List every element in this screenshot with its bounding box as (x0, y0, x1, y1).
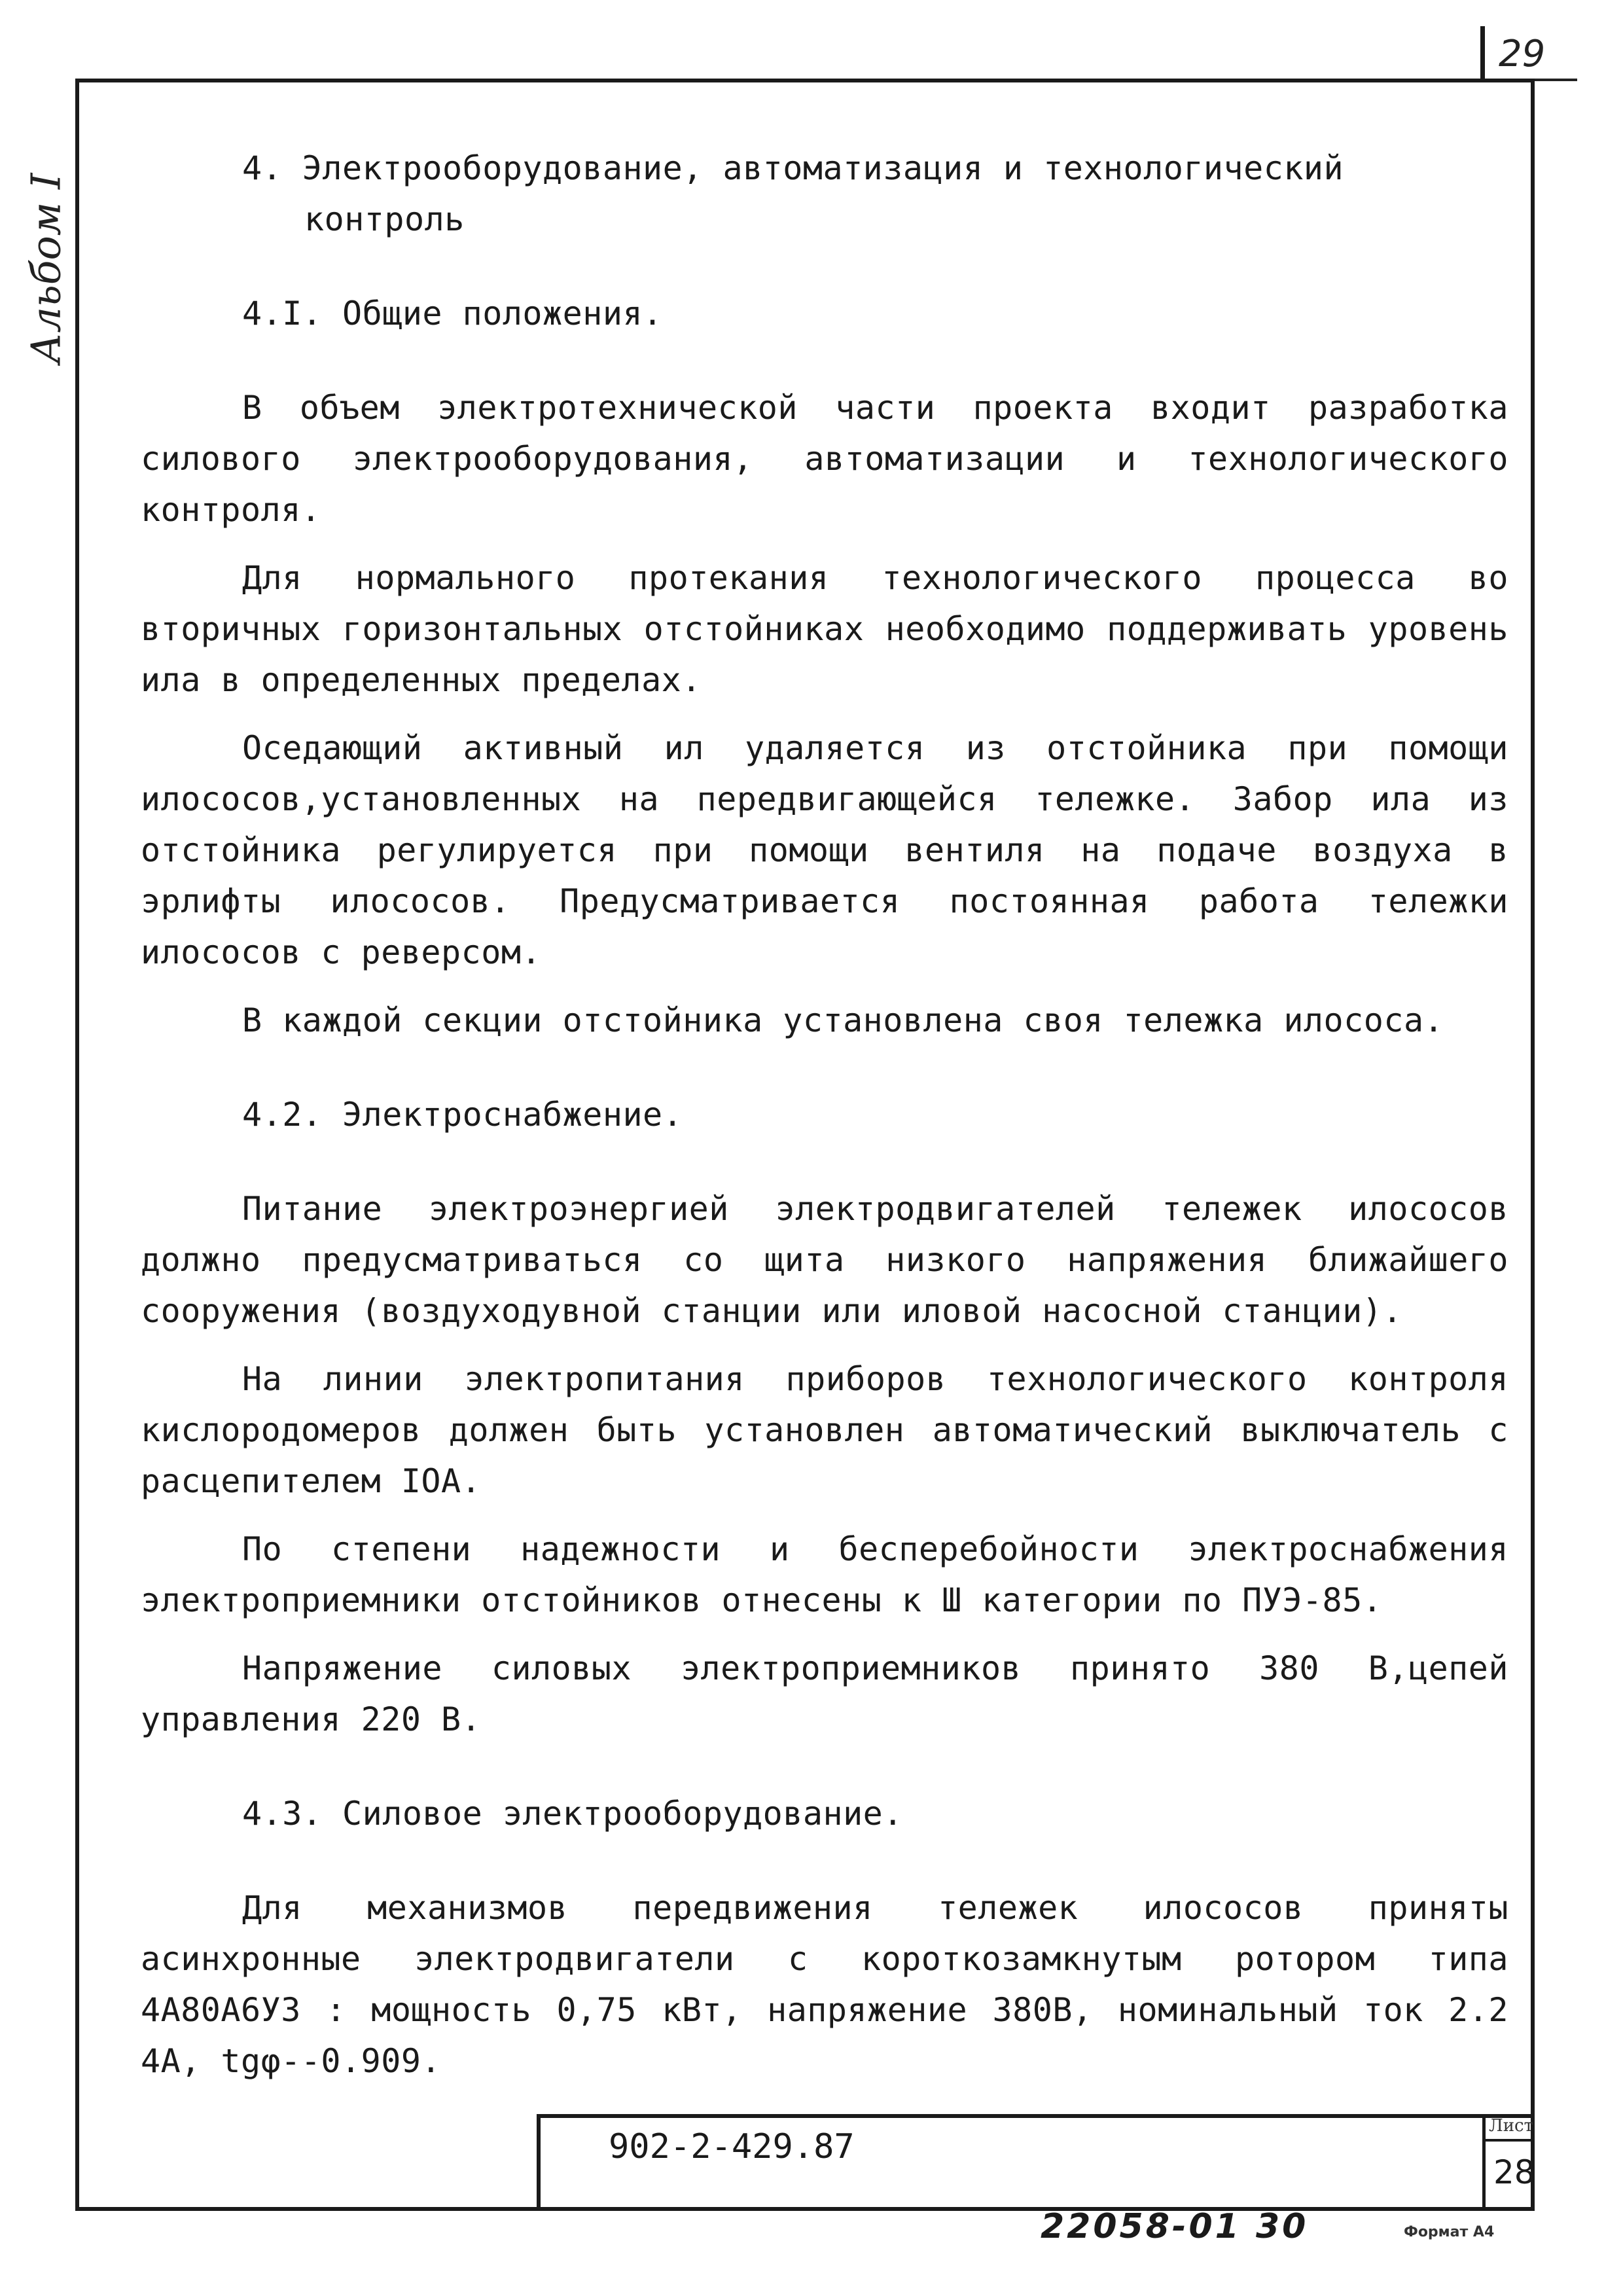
inventory-number: 22058-01 30 (1041, 2207, 1309, 2246)
sheet-number: 28 (1493, 2153, 1535, 2191)
section-4-heading-line1: 4. Электрооборудование, автоматизация и технологический (242, 149, 1344, 187)
section-4-1-paragraph-4: В каждой секции отстойника установлена своя тележка илососа. (242, 1001, 1444, 1039)
section-4-heading (141, 143, 1508, 245)
section-4-1-paragraph-2: Для нормального протекания технологического процесса во вторичных горизонтальных отстойниках необходимо поддерживать уровень ила в определенных пределах. (141, 559, 1508, 699)
section-4-2-paragraph-3: По степени надежности и бесперебойности электроснабжения электроприемники отстойников отнесены к Ш категории по ПУЭ-85. (141, 1530, 1508, 1619)
section-4-heading-line2: контроль (304, 200, 465, 238)
section-4-2-paragraph-1: Питание электроэнергией электродвигателей тележек илососов должно предусматриваться со щита низкого напряжения ближайшего сооружения (воздуходувной станции или иловой насосной станции). (141, 1190, 1508, 1330)
section-4-1-paragraph-3: Оседающий активный ил удаляется из отстойника при помощи илососов,установленных на передвигающейся тележке. Забор ила из отстойника регулируется при помощи вентиля на подаче воздуха в эрлифты илососов. Предусматривается постоянная работа тележки илососов с реверсом. (141, 729, 1508, 971)
album-label-text: Альбом I (22, 173, 70, 364)
album-label (13, 124, 79, 412)
section-4-2-heading: 4.2. Электроснабжение. (242, 1096, 683, 1134)
section-4-1-heading: 4.I. Общие положения. (242, 295, 663, 332)
sheet-box-divider (1482, 2139, 1535, 2142)
section-4-3-paragraph-1: Для механизмов передвижения тележек илососов приняты асинхронные электродвигатели с короткозамкнутым ротором типа 4А80А6У3 : мощность 0,75 кВт, напряжение 380В, номинальный ток 2.2 4А, tgφ--0.909. (141, 1889, 1508, 2080)
section-4-2-paragraph-4: Напряжение силовых электроприемников принято 380 В,цепей управления 220 В. (141, 1649, 1508, 1738)
document-number: 902-2-429.87 (609, 2127, 855, 2166)
section-4-2-paragraph-2: На линии электропитания приборов технологического контроля кислородомеров должен быть установлен автоматический выключатель с расцепителем IОА. (141, 1360, 1508, 1500)
format-label: Формат А4 (1404, 2224, 1495, 2240)
top-corner-tick (1480, 26, 1485, 79)
section-4-1-paragraph-1: В объем электротехнической части проекта входит разработка силового электрооборудования, автоматизации и технологического контроля. (141, 389, 1508, 529)
document-body (141, 143, 1508, 2080)
corner-page-number: 29 (1499, 33, 1546, 75)
section-4-3-heading: 4.3. Силовое электрооборудование. (242, 1795, 903, 1833)
sheet-label: Лист (1489, 2116, 1533, 2136)
